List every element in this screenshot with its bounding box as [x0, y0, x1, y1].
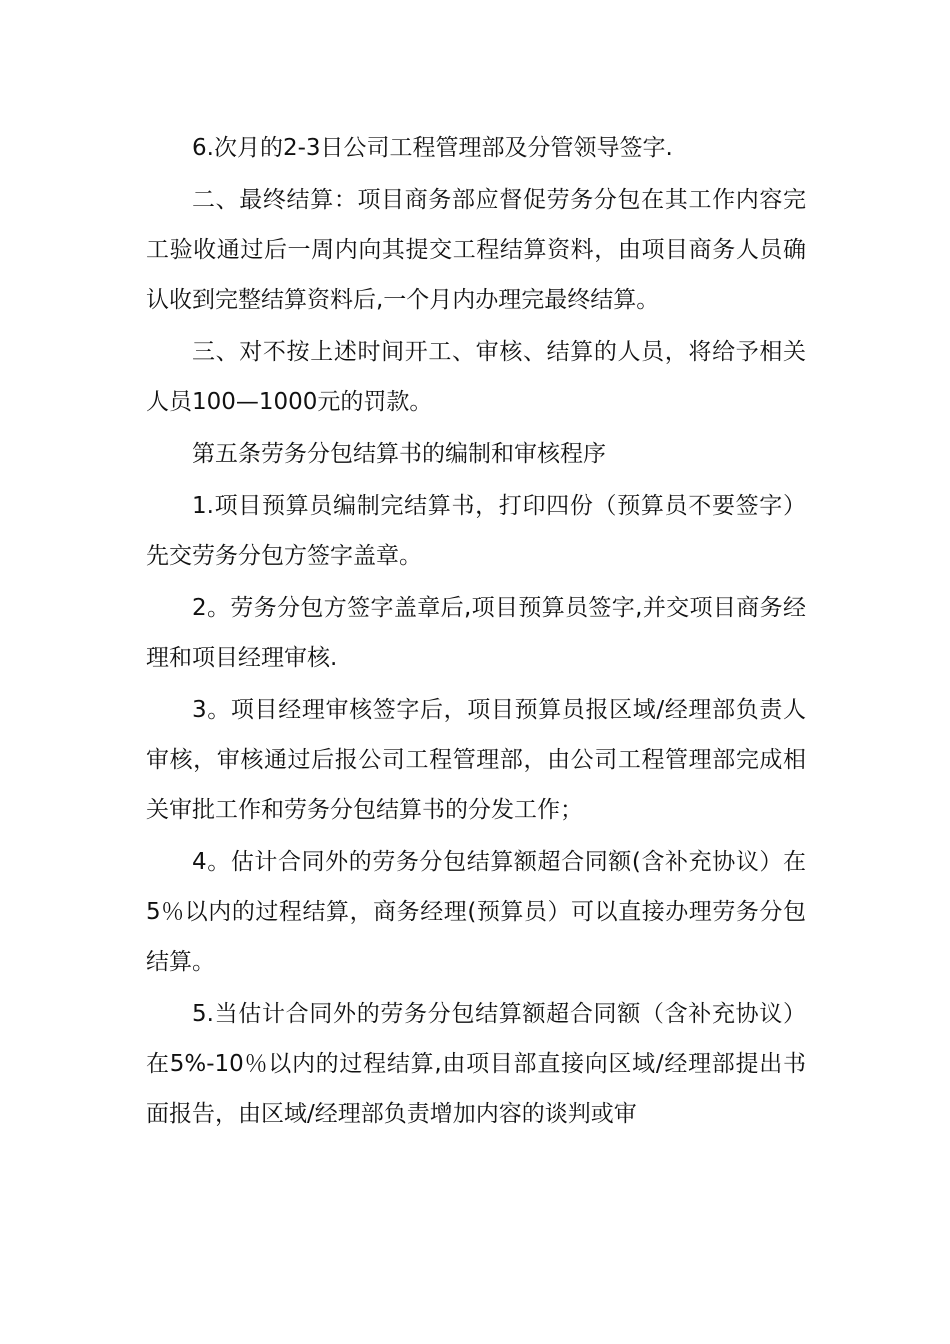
- section-heading-article-5: 第五条劳务分包结算书的编制和审核程序: [192, 441, 606, 467]
- paragraph-step-1: 1.项目预算员编制完结算书，打印四份（预算员不要签字）先交劳务分包方签字盖章。: [146, 493, 806, 569]
- paragraph-step-5: 5.当估计合同外的劳务分包结算额超合同额（含补充协议）在5%-10％以内的过程结算,由项目部直接向区域/经理部提出书面报告，由区域/经理部负责增加内容的谈判或审: [146, 1001, 806, 1127]
- document-body: [146, 123, 806, 1141]
- paragraph-penalty: 三、对不按上述时间开工、审核、结算的人员，将给予相关人员100—1000元的罚款。: [146, 339, 806, 415]
- paragraph-step-2: 2。劳务分包方签字盖章后,项目预算员签字,并交项目商务经理和项目经理审核.: [146, 595, 806, 671]
- paragraph-item-6-signing: 6.次月的2-3日公司工程管理部及分管领导签字.: [192, 135, 673, 161]
- paragraph-final-settlement: 二、最终结算：项目商务部应督促劳务分包在其工作内容完工验收通过后一周内向其提交工程结算资料，由项目商务人员确认收到完整结算资料后,一个月内办理完最终结算。: [146, 187, 806, 313]
- paragraph-step-4: 4。估计合同外的劳务分包结算额超合同额(含补充协议）在5％以内的过程结算，商务经理(预算员）可以直接办理劳务分包结算。: [146, 849, 806, 975]
- paragraph-step-3: 3。项目经理审核签字后，项目预算员报区域/经理部负责人审核，审核通过后报公司工程管理部，由公司工程管理部完成相关审批工作和劳务分包结算书的分发工作；: [146, 697, 806, 823]
